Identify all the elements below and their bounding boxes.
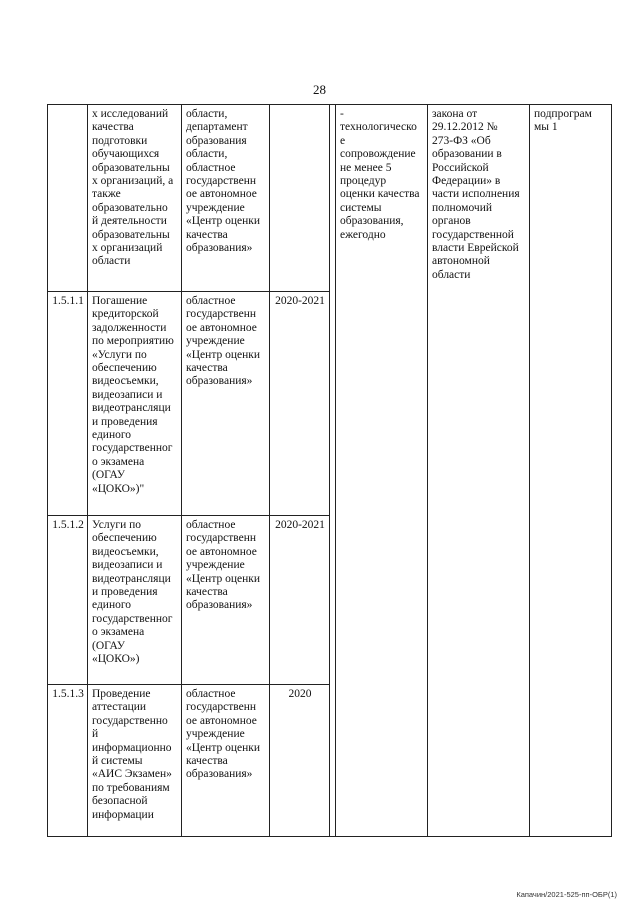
measures-table bbox=[47, 104, 612, 837]
executor-cell: областное государственн ое автономное учреждение «Центр оценки качества образования» bbox=[182, 685, 270, 837]
item-number-cell: 1.5.1.3 bbox=[48, 685, 88, 837]
measure-name-cell: х исследований качества подготовки обучающихся образовательны х организаций, а также образовательно й деятельности образовательны х организаций области bbox=[88, 105, 182, 292]
document-footer-code: Капачин/2021-525-пп-ОБР(1) bbox=[516, 890, 617, 899]
table-row bbox=[48, 105, 612, 292]
period-cell: 2020-2021 bbox=[270, 516, 330, 685]
executor-cell: области, департамент образования области, областное государственн ое автономное учреждение «Центр оценки качества образования» bbox=[182, 105, 270, 292]
item-number-cell bbox=[48, 105, 88, 292]
item-number-cell: 1.5.1.2 bbox=[48, 516, 88, 685]
period-cell bbox=[270, 105, 330, 292]
period-cell: 2020-2021 bbox=[270, 292, 330, 516]
subprogram-cell: подпрограм мы 1 bbox=[530, 105, 612, 837]
measure-name-cell: Услуги по обеспечению видеосъемки, видеозаписи и видеотрансляци и проведения единого государственног о экзамена (ОГАУ «ЦОКО») bbox=[88, 516, 182, 685]
measure-name-cell: Проведение аттестации государственно й информационно й системы «АИС Экзамен» по требованиям безопасной информации bbox=[88, 685, 182, 837]
indicator-cell: - технологическо е сопровождение не менее 5 процедур оценки качества системы образования, ежегодно bbox=[336, 105, 428, 837]
measure-name-cell: Погашение кредиторской задолженности по мероприятию «Услуги по обеспечению видеосъемки, видеозаписи и видеотрансляци и проведения единого государственног о экзамена (ОГАУ «ЦОКО»)" bbox=[88, 292, 182, 516]
page-number: 28 bbox=[313, 82, 326, 97]
executor-cell: областное государственн ое автономное учреждение «Центр оценки качества образования» bbox=[182, 516, 270, 685]
item-number-cell: 1.5.1.1 bbox=[48, 292, 88, 516]
legal-basis-cell: закона от 29.12.2012 № 273-ФЗ «Об образовании в Российской Федерации» в части исполнения полномочий органов государственной власти Еврейской автономной области bbox=[428, 105, 530, 837]
period-cell: 2020 bbox=[270, 685, 330, 837]
executor-cell: областное государственн ое автономное учреждение «Центр оценки качества образования» bbox=[182, 292, 270, 516]
